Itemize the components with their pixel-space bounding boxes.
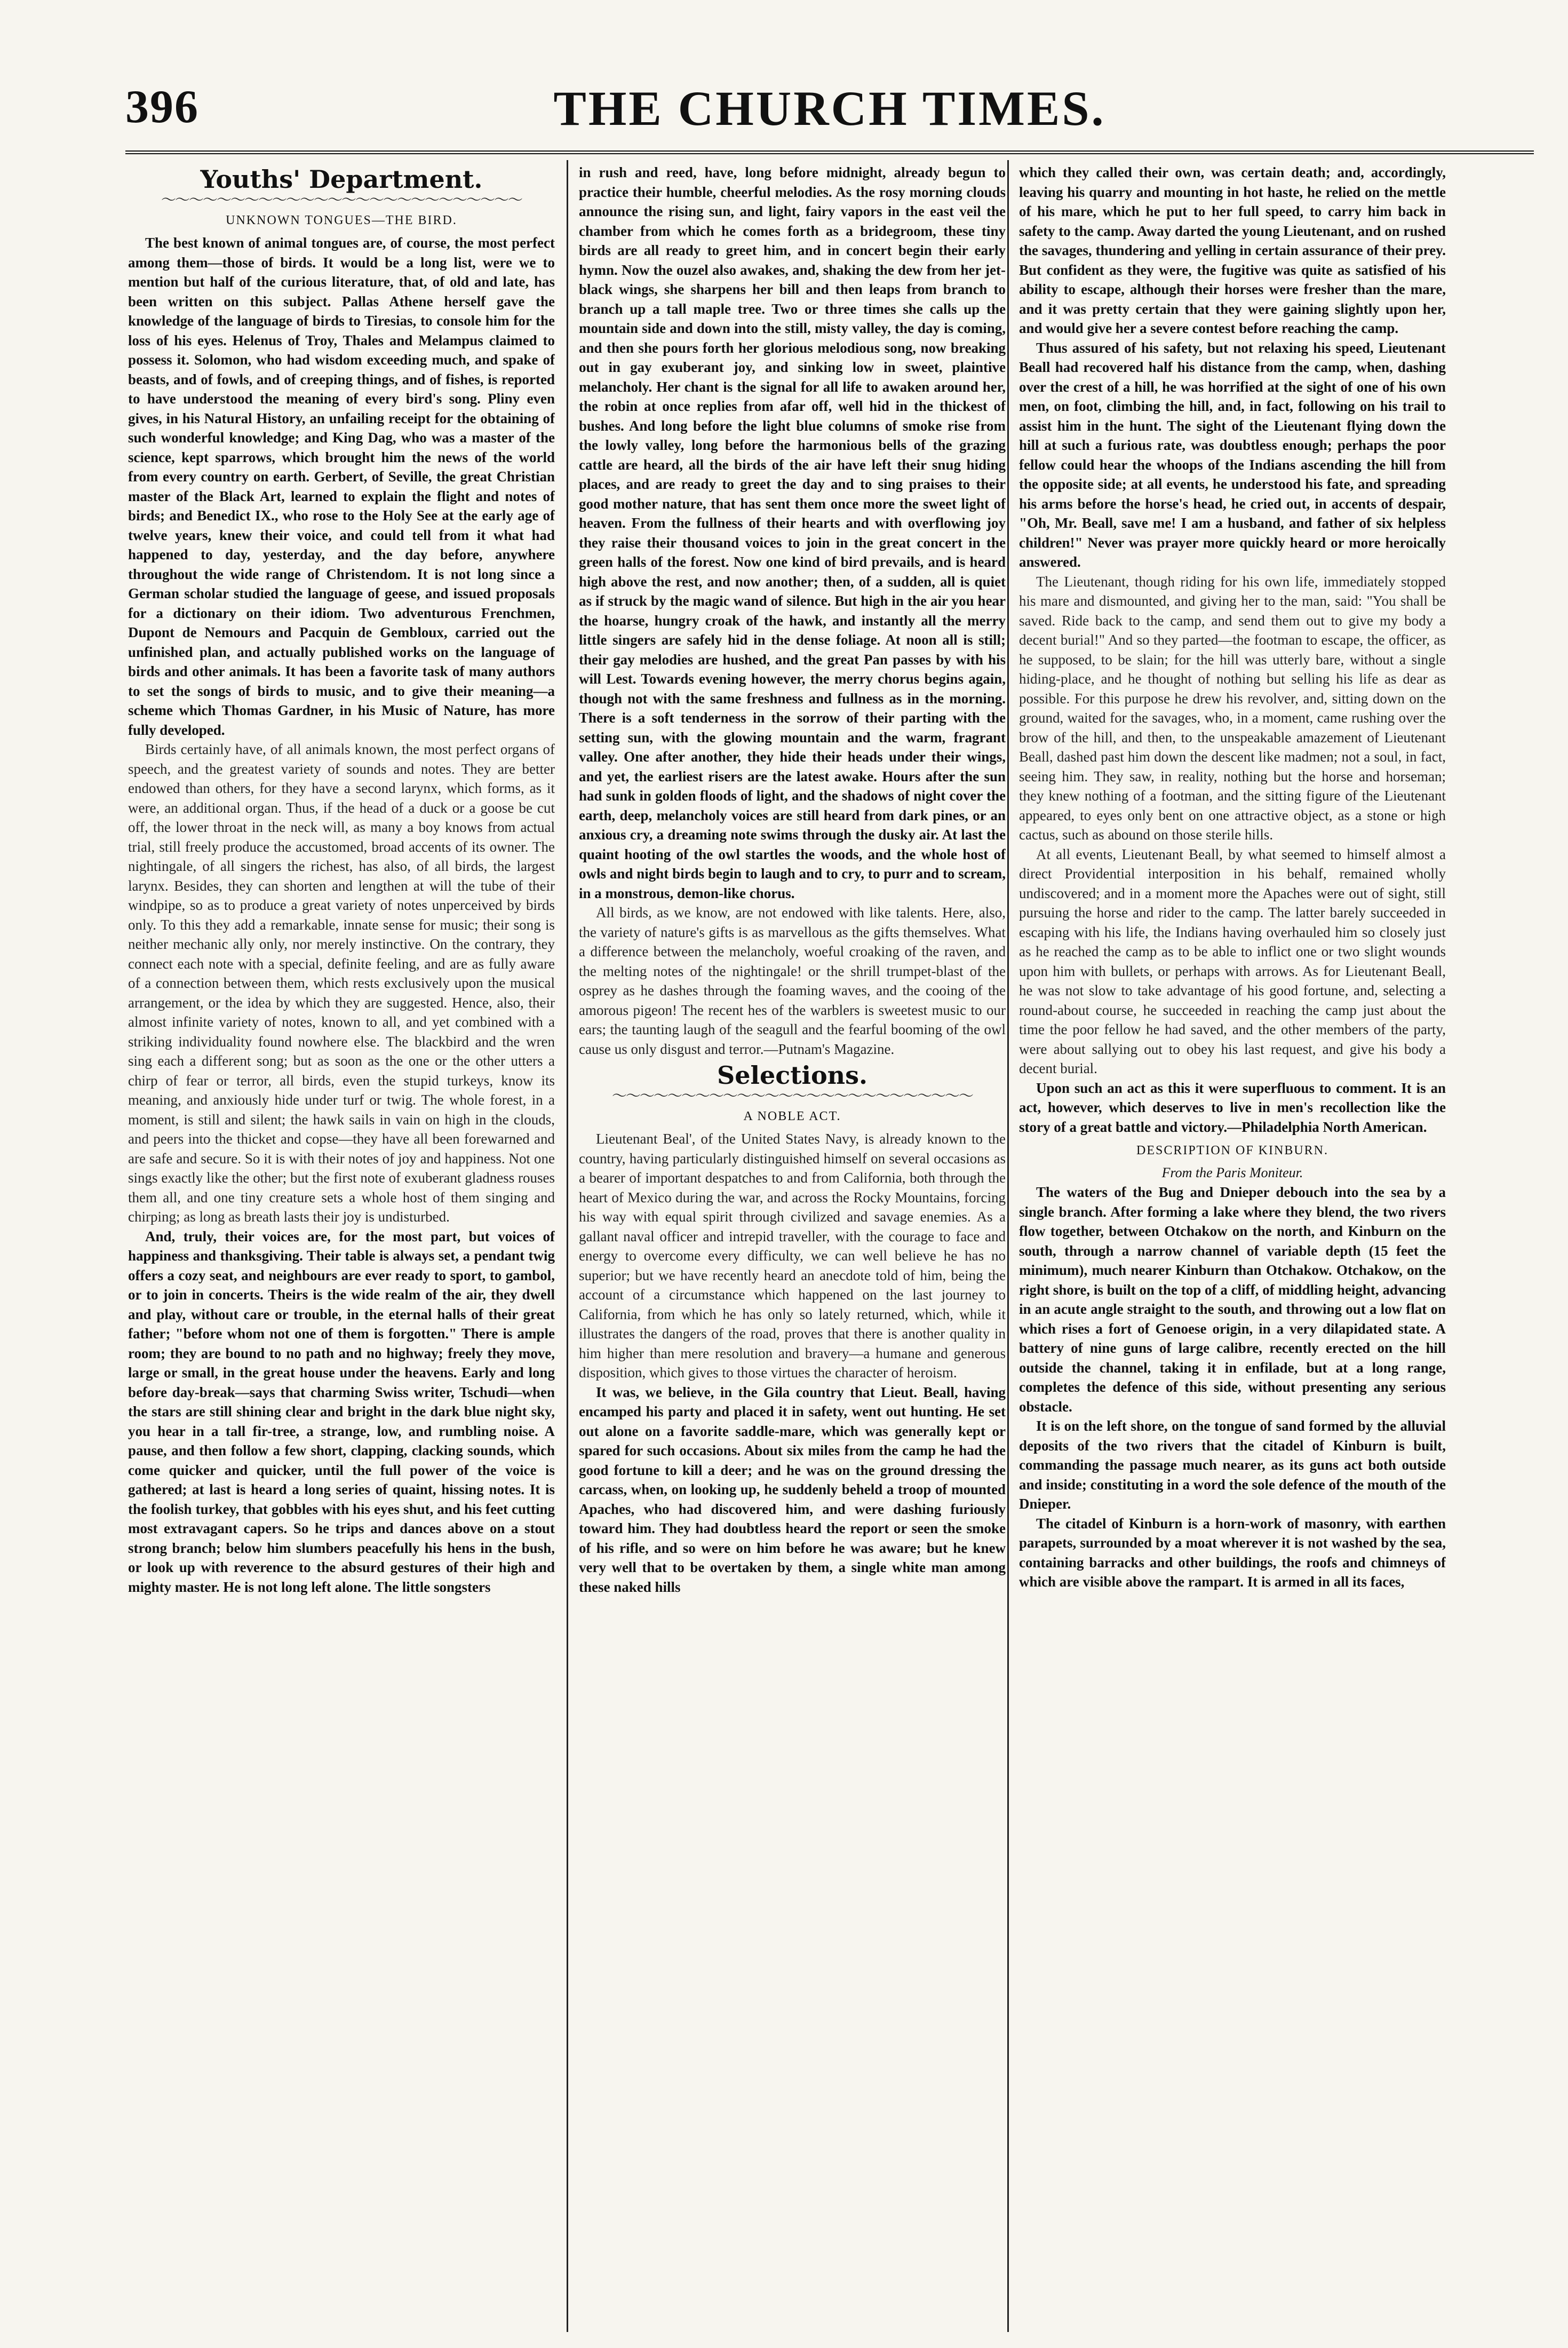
paragraph: Birds certainly have, of all animals known, the most perfect organs of speech, and the greatest variety of sounds and notes. They are better endowed than others, for they have a second larynx, which forms, as it were, an additional organ. Thus, if the head of a duck or a goose be cut off, the lower throat in the neck will, as many a boy knows from actual trial, still freely produce the accustomed, broad accents of its owner. The nightingale, of all singers the richest, has also, of all birds, the largest larynx. Besides, they can shorten and lengthen at will the tube of their windpipe, so as to produce a great variety of notes unperceived by birds only. To this they add a remarkable, innate sense for music; their song is neither mechanic ally only, nor merely instinctive. On the contrary, they connect each note with a special, definite feeling, and are as fully aware of a connection between them, which rests exclusively upon the musical arrangement, or the idea by which they are suggested. Hence, also, their almost infinite variety of notes, known to all, and yet combined with a striking individuality found nowhere else. The blackbird and the wren sing each a different song; but as soon as the one or the other utters a chirp of fear or terror, all birds, even the stupid turkeys, know its meaning, and anxiously hide under turf or twig. The whole forest, in a moment, is still and silent; the hawk sails in vain on high in the clouds, and peers into the thicket and copse—they have all been forewarned and are safe and secure. So it is with their notes of joy and happiness. Not one sings exactly like the other; but the first note of exuberant gladness rouses them all, and one tiny creature sets a whole host of them singing and chirping; as long as breath lasts their joy is undisturbed. — [128, 741, 555, 1225]
column-3 — [1019, 163, 1446, 2332]
page-number: 396 — [125, 81, 199, 133]
article-body — [1019, 163, 1446, 1137]
masthead-rule — [125, 150, 1534, 154]
paragraph: At all events, Lieutenant Beall, by what seemed to himself almost a direct Providential interposition in his behalf, remained wholly undiscovered; and in a moment more the Apaches were out of sight, still pursuing the horse and rider to the camp. The latter barely succeeded in escaping with his life, the Indians having overhauled him so closely just as he reached the camp as to be able to inflict one or two slight wounds upon him with bullets, or perhaps with arrows. As for Lieutenant Beall, he was not slow to take advantage of his good fortune, and, selecting a round-about course, he succeeded in reaching the camp just about the time the poor fellow he had saved, and the other members of the party, were about sallying out to obey his last request, and give his body a decent burial. — [1019, 846, 1446, 1076]
column-divider — [567, 160, 568, 2332]
paragraph: It was, we believe, in the Gila country that Lieut. Beall, having encamped his party and placed it in safety, went out hunting. He set out alone on a favorite saddle-mare, which was generally kept or spared for such occasions. About six miles from the camp he had the good fortune to kill a deer; and he was on the ground dressing the carcass, when, on looking up, he suddenly beheld a troop of mounted Apaches, who had discovered him, and were dashing furiously toward him. They had doubtless heard the report or seen the smoke of his rifle, and so were on him before he was aware; but he knew very well that to be overtaken by them, a single white man among these naked hills — [579, 1384, 1006, 1595]
paragraph: Lieutenant Beal', of the United States Navy, is already known to the country, having particularly distinguished himself on several occasions as a bearer of important despatches to and from California, both through the heart of Mexico during the war, and across the Rocky Mountains, forcing his way with equal spirit through civilized and savage enemies. As a gallant naval officer and intrepid traveller, with the courage to face and energy to overcome every difficulty, we can well believe he has no superior; but we have recently heard an anecdote told of him, being the account of a circumstance which happened on the last journey to California, from which he has only so lately returned, which, while it illustrates the dangers of the road, proves that there is another quality in him higher than mere resolution and bravery—a humane and generous disposition, which gives to those virtues the character of heroism. — [579, 1131, 1006, 1381]
paragraph: All birds, as we know, are not endowed with like talents. Here, also, the variety of nature's gifts is as marvellous as the gifts themselves. What a difference between the melancholy, woeful croaking of the raven, and the melting notes of the nightingale! or the shrill trumpet-blast of the osprey as he dashes through the foaming waves, and the cooing of the amorous pigeon! The recent hes of the warblers is sweetest music to our ears; the taunting laugh of the seagull and the fearful booming of the owl cause us only disgust and terror.—Putnam's Magazine. — [579, 905, 1006, 1057]
paragraph: And, truly, their voices are, for the most part, but voices of happiness and thanksgiving. Their table is always set, a pendant twig offers a cozy seat, and neighbours are ever ready to sport, to gambol, or to join in concerts. Theirs is the wide realm of the air, they dwell and play, without care or trouble, in the eternal halls of their great father; "before whom not one of them is forgotten." There is ample room; they are bound to no path and no highway; freely they move, large or small, in the great house under the heavens. Early and long before day-break—says that charming Swiss writer, Tschudi—when the stars are still shining clear and bright in the dark blue night sky, you hear in a tall fir-tree, a strange, low, and rumbling noise. A pause, and then follow a few short, clapping, clacking sounds, which come quicker and quicker, until the full power of the voice is gathered; at last is heard a long series of quaint, hissing notes. It is the foolish turkey, that gobbles with his eyes shut, and his feet cutting most extravagant capers. So he trips and dances above on a stout strong branch; below him slumbers peacefully his hens in the bush, or look up with reverence to the absurd gestures of their high and mighty master. He is not long left alone. The little songsters — [128, 1228, 555, 1595]
paper-title: THE CHURCH TIMES. — [553, 81, 1106, 136]
wavy-divider: 〜〜〜〜〜〜〜〜〜〜〜〜〜〜〜〜〜〜〜〜〜〜〜〜〜〜 — [611, 1091, 973, 1102]
paragraph: The best known of animal tongues are, of course, the most perfect among them—those of birds. It would be a long list, were we to mention but half of the curious literature, that, of old and late, has been written on this subject. Pallas Athene herself gave the knowledge of the language of birds to Tiresias, to console him for the loss of his eyes. Helenus of Troy, Thales and Melampus claimed to possess it. Solomon, who had wisdom exceeding much, and spake of beasts, and of fowls, and of creeping things, and of fishes, is reported to have understood the meaning of every bird's song. Pliny even gives, in his Natural History, an unfailing receipt for the obtaining of such wonderful knowledge; and King Dag, who was a master of the science, kept sparrows, which brought him the news of the world from every country on earth. Gerbert, of Seville, the great Christian master of the Black Art, learned to explain the flight and notes of birds; and Benedict IX., who rose to the Holy See at the early age of twelve years, knew their voice, and could tell from it what had happened to day, yesterday, and the day before, anywhere throughout the wide range of Christendom. It is not long since a German scholar studied the language of geese, and issued proposals for a dictionary on their idiom. Two adventurous Frenchmen, Dupont de Nemours and Pacquin de Gembloux, carried out the unfinished plan, and actually published works on the language of birds and other animals. It has been a favorite task of many authors to set the songs of birds to music, and to give their meaning—a scheme which Thomas Gardner, in his Music of Nature, has more fully developed. — [128, 235, 555, 738]
column-1 — [128, 163, 555, 2332]
article-title-unknown-tongues: UNKNOWN TONGUES—THE BIRD. — [226, 213, 457, 227]
article-body — [128, 233, 555, 1597]
paragraph: The waters of the Bug and Dnieper debouch into the sea by a single branch. After forming a lake where they blend, the two rivers flow together, between Otchakow on the north, and Kinburn on the south, through a narrow channel of variable depth (15 feet the minimum), much nearer Kinburn than Otchakow. Otchakow, on the right shore, is built on the top of a cliff, of middling height, advancing in an acute angle straight to the south, and throwing out a low flat on which rises a fort of Genoese origin, in a very dilapidated state. A battery of nine guns of large calibre, recently erected on the hill outside the channel, taking it in enfilade, but at a long range, completes the defence of this side, without presenting any serious obstacle. — [1019, 1184, 1446, 1415]
column-divider — [1007, 160, 1009, 2332]
paragraph: in rush and reed, have, long before midnight, already begun to practice their humble, cheerful melodies. As the rosy morning clouds announce the rising sun, and light, fairy vapors in the east veil the chamber from which he comes forth as a bridegroom, these tiny birds are all ready to greet him, and in concert begin their early hymn. Now the ouzel also awakes, and, shaking the dew from her jet-black wings, she sharpens her bill and then leaps from branch to branch up a tall maple tree. Two or three times she calls up the mountain side and down into the still, misty valley, the day is coming, and then she pours forth her glorious melodious song, now breaking out in gay exuberant joy, and sinking low in sweet, plaintive melancholy. Her chant is the signal for all life to awaken around her, the robin at once replies from afar off, well hid in the thickest of bushes. And long before the light blue columns of smoke rise from the lowly valley, long before the harmonious bells of the grazing cattle are heard, all the birds of the air have left their snug hiding places, and are ready to greet the day and to sing praises to their good mother nature, that has sent them once more the sweet light of heaven. From the fullness of their hearts and with overflowing joy they raise their thousand voices to join in the great concert in the green halls of the forest. Now one kind of bird prevails, and is heard high above the rest, and now another; then, of a sudden, all is quiet as if struck by the magic wand of silence. But high in the air you hear the hoarse, hungry croak of the hawk, and instantly all the merry little singers are safely hid in the dense foliage. At noon all is still; their gay melodies are hushed, and the great Pan passes by with his will Lest. Towards evening however, the merry chorus begins again, though not with the same freshness and fullness as in the morning. There is a soft tenderness in the sorrow of their parting with the setting sun, with the glowing mountain and the warm, fragrant valley. One after another, they hide their heads under their wings, and yet, the earliest risers are the latest awake. Hours after the sun had sunk in golden floods of light, and the shadows of night cover the earth, deep, melancholy voices are still heard from dark pines, or an anxious cry, a dreaming note swims through the dusky air. At last the quaint hooting of the owl startles the woods, and the whole host of owls and night birds begin to laugh and to cry, to purr and to scream, in a monstrous, demon-like chorus. — [579, 164, 1006, 901]
article-title-a-noble-act: A NOBLE ACT. — [743, 1109, 841, 1123]
paragraph: It is on the left shore, on the tongue of sand formed by the alluvial deposits of the two rivers that the citadel of Kinburn is built, commanding the passage much nearer, as its guns act both outside and inside; constituting in a word the sole defence of the mouth of the Dnieper. — [1019, 1418, 1446, 1512]
paragraph: which they called their own, was certain death; and, accordingly, leaving his quarry and mounting in hot haste, he relied on the mettle of his mare, which he put to her full speed, to carry him back in safety to the camp. Away darted the young Lieutenant, and on rushed the savages, thundering and yelling in certain assurance of their prey. But confident as they were, the fugitive was quite as satisfied of his ability to escape, although their horses were fresher than the mare, and it was pretty certain that they were gaining slightly upon her, and would give her a severe contest before reaching the camp. — [1019, 164, 1446, 336]
paragraph: The Lieutenant, though riding for his own life, immediately stopped his mare and dismounted, and giving her to the man, said: "You shall be saved. Ride back to the camp, and send them out to give my body a decent burial!" And so they parted—the footman to escape, the officer, as he supposed, to be slain; for the hill was utterly bare, without a single hiding-place, and he thought of nothing but selling his life as dear as possible. For this purpose he drew his revolver, and, sitting down on the ground, waited for the savages, who, in a moment, came rushing over the brow of the hill, and then, to the unspeakable amazement of Lieutenant Beall, dashed past him down the descent like madmen; not a soul, in fact, seeing him. They saw, in reality, nothing but the horse and horseman; they knew nothing of a footman, and the sitting figure of the Lieutenant appeared, to eyes only bent on one attractive object, as a stone or high cactus, such as abound on those sterile hills. — [1019, 573, 1446, 843]
section-title-selections: Selections. — [717, 1061, 867, 1090]
article-byline: From the Paris Moniteur. — [1161, 1165, 1303, 1180]
paragraph: Upon such an act as this it were superfluous to comment. It is an act, however, which deserves to live in men's recollection like the story of a great battle and victory.—Philadelphia North American. — [1019, 1080, 1446, 1135]
section-title-youths-department: Youths' Department. — [200, 165, 483, 194]
column-2 — [579, 163, 1006, 2332]
article-body — [1019, 1183, 1446, 1592]
wavy-divider: 〜〜〜〜〜〜〜〜〜〜〜〜〜〜〜〜〜〜〜〜〜〜〜〜〜〜 — [161, 195, 522, 207]
article-body — [579, 163, 1006, 1059]
article-title-description-of-kinburn: DESCRIPTION OF KINBURN. — [1136, 1144, 1329, 1157]
paragraph: Thus assured of his safety, but not relaxing his speed, Lieutenant Beall had recovered half his distance from the camp, when, dashing over the crest of a hill, he was horrified at the sight of one of his own men, on foot, climbing the hill, and, in fact, following on his trail to assist him in the hunt. The sight of the Lieutenant flying down the hill at such a furious rate, was doubtless enough; perhaps the poor fellow could hear the whoops of the Indians ascending the hill from the opposite side; at all events, he understood his fate, and spreading his arms before the horse's head, he cried out, in accents of despair, "Oh, Mr. Beall, save me! I am a husband, and father of six helpless children!" Never was prayer more quickly heard or more heroically answered. — [1019, 339, 1446, 570]
masthead — [125, 80, 1534, 144]
paragraph: The citadel of Kinburn is a horn-work of masonry, with earthen parapets, surrounded by a moat wherever it is not washed by the sea, containing barracks and other buildings, the roofs and chimneys of which are visible above the rampart. It is armed in all its faces, — [1019, 1515, 1446, 1590]
article-body — [579, 1129, 1006, 1597]
